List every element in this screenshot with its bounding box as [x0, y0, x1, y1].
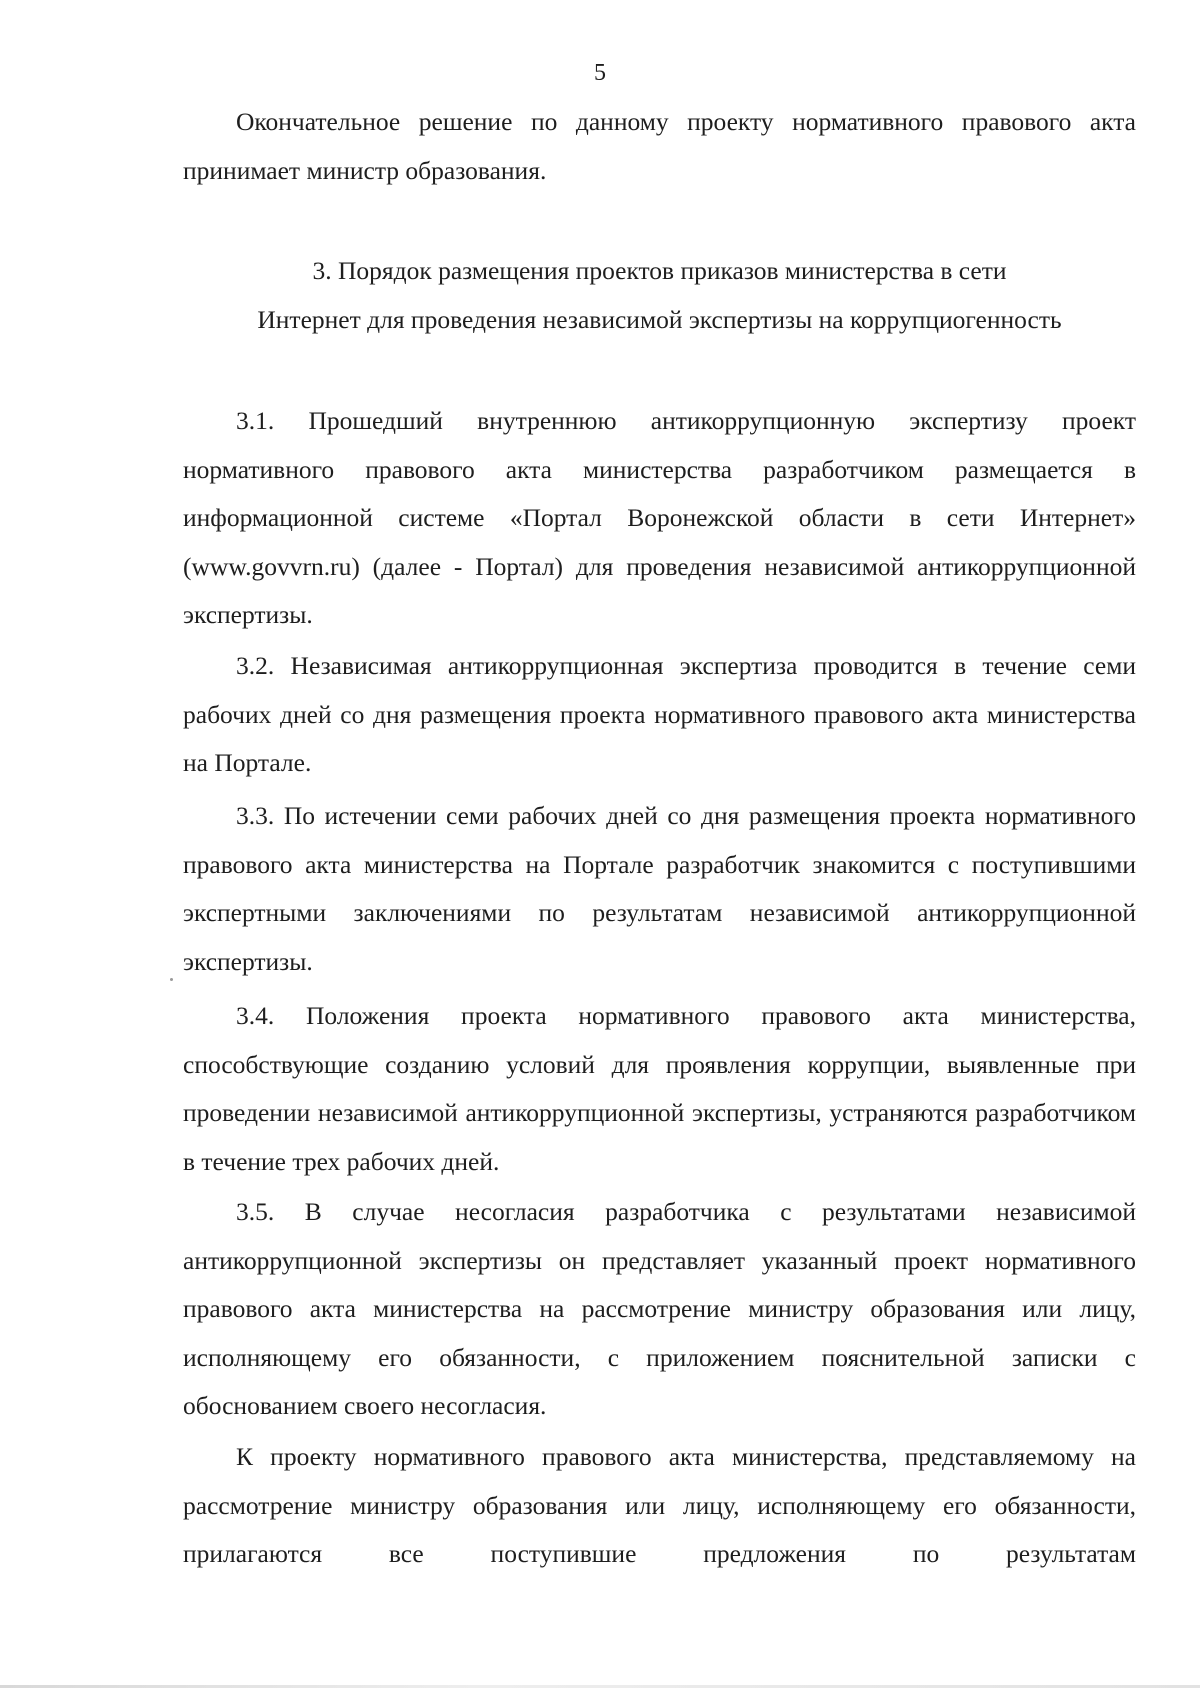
paragraph-3-4: 3.4. Положения проекта нормативного правового акта министерства, способствующие созданию условий для проявления коррупции, выявленные при проведении независимой антикоррупционной экспертизы, устраняются разработчиком в течение трех рабочих дней.	[183, 1001, 1136, 1176]
paragraph-attachments: К проекту нормативного правового акта министерства, представляемому на рассмотрение министру образования или лицу, исполняющему его обязанности, прилагаются все поступившие предложения по результатам	[183, 1442, 1136, 1568]
section-heading	[183, 247, 1136, 344]
section-heading-line-1: 3. Порядок размещения проектов приказов министерства в сети	[312, 256, 1007, 285]
page-number: 5	[594, 60, 606, 86]
paragraph-3-3: 3.3. По истечении семи рабочих дней со дня размещения проекта нормативного правового акта министерства на Портале разработчик знакомится с поступившими экспертными заключениями по результатам независимой антикоррупционной экспертизы.	[183, 801, 1136, 976]
paragraph-3-1: 3.1. Прошедший внутреннюю антикоррупционную экспертизу проект нормативного правового акта министерства разработчиком размещается в информационной системе «Портал Воронежской области в сети Интернет» (www.govvrn.ru) (далее - Портал) для проведения независимой антикоррупционной экспертизы.	[183, 406, 1136, 629]
paragraph-3-2: 3.2. Независимая антикоррупционная экспертиза проводится в течение семи рабочих дней со дня размещения проекта нормативного правового акта министерства на Портале.	[183, 651, 1136, 777]
paragraph-final-decision: Окончательное решение по данному проекту нормативного правового акта принимает министр образования.	[183, 107, 1136, 185]
section-heading-line-2: Интернет для проведения независимой экспертизы на коррупциогенность	[257, 304, 1062, 334]
paragraph-3-5: 3.5. В случае несогласия разработчика с результатами независимой антикоррупционной экспертизы он представляет указанный проект нормативного правового акта министерства на рассмотрение министру образования или лицу, исполняющему его обязанности, с приложением пояснительной записки с обоснованием своего несогласия.	[183, 1197, 1136, 1420]
scan-speck	[170, 978, 173, 981]
